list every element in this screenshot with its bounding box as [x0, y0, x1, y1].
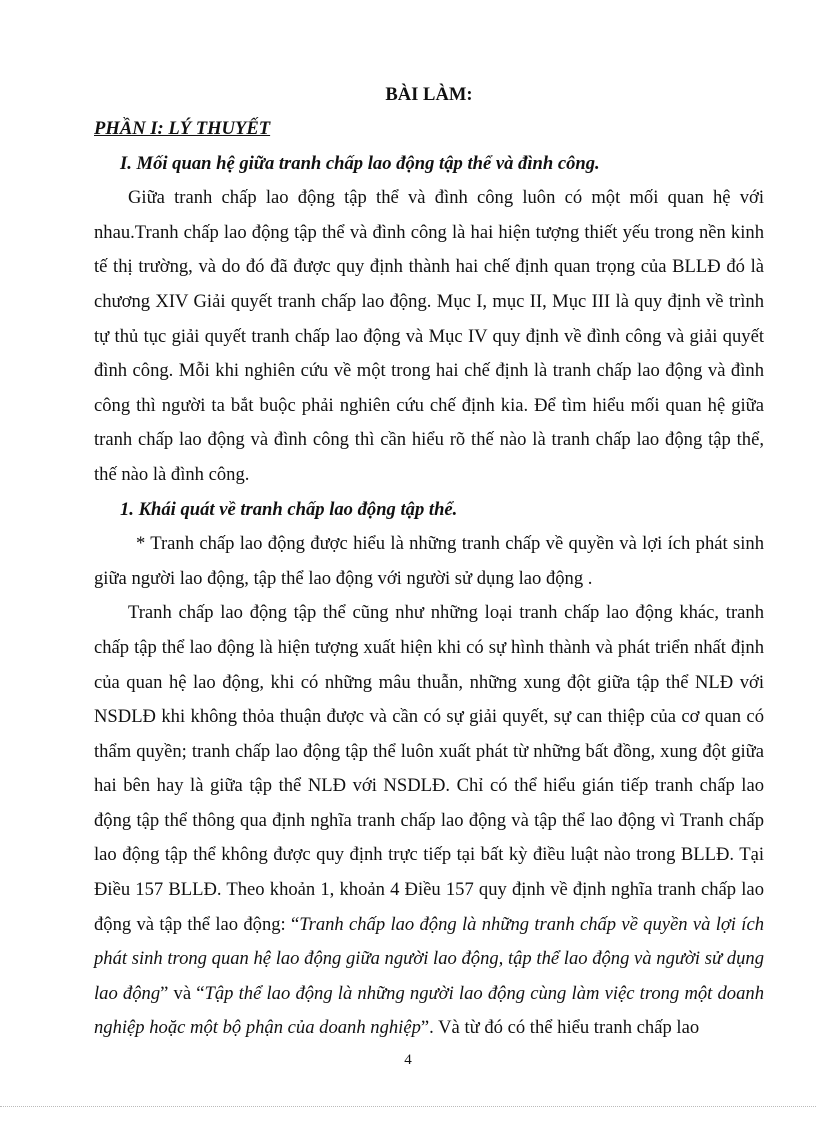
- section-heading: I. Mối quan hệ giữa tranh chấp lao động tập thể và đình công.: [120, 152, 600, 174]
- document-body: [94, 78, 764, 1046]
- quote-labor-dispute-definition: Tranh chấp lao động là những tranh chấp về quyền và lợi ích phát sinh trong quan hệ lao động giữa người lao động, tập thể lao động và người sử dụng lao động: [94, 913, 764, 1004]
- quote-labor-collective-definition: Tập thể lao động là những người lao động cùng làm việc trong một doanh nghiệp hoặc một bộ phận của doanh nghiệp: [94, 982, 764, 1039]
- paragraph-3-ending: ”. Và từ đó có thể hiểu tranh chấp lao: [420, 1017, 700, 1039]
- subsection-heading: 1. Khái quát về tranh chấp lao động tập thể.: [120, 498, 458, 520]
- paragraph-1: Giữa tranh chấp lao động tập thể và đình công luôn có một mối quan hệ với nhau.Tranh chấp lao động tập thể và đình công là hai hiện tượng thiết yếu trong nền kinh tế thị trường, và do đó đã được quy định thành hai chế định quan trọng của BLLĐ đó là chương XIV Giải quyết tranh chấp lao động. Mục I, mục II, Mục III là quy định về trình tự thủ tục giải quyết tranh chấp lao động và Mục IV quy định về đình công và giải quyết đình công. Mỗi khi nghiên cứu về một trong hai chế định là tranh chấp lao động và đình công thì người ta bắt buộc phải nghiên cứu chế định kia. Để tìm hiểu mối quan hệ giữa tranh chấp lao động và đình công thì cần hiểu rõ thế nào là tranh chấp lao động tập thể, thế nào là đình công.: [94, 187, 764, 485]
- paragraph-2: * Tranh chấp lao động được hiểu là những tranh chấp về quyền và lợi ích phát sinh giữa người lao động, tập thể lao động với người sử dụng lao động .: [94, 533, 764, 589]
- paragraph-3-text: Tranh chấp lao động tập thể cũng như những loại tranh chấp lao động khác, tranh chấp tập thể lao động là hiện tượng xuất hiện khi có sự hình thành và phát triển nhất định của quan hệ lao động, khi có những mâu thuẫn, những xung đột giữa tập thể NLĐ với NSDLĐ khi không thỏa thuận được và cần có sự giải quyết, sự can thiệp của cơ quan có thẩm quyền; tranh chấp lao động tập thể luôn xuất phát từ những bất đồng, xung đột giữa hai bên hay là giữa tập thể NLĐ với NSDLĐ. Chỉ có thể hiểu gián tiếp tranh chấp lao động tập thể thông qua định nghĩa tranh chấp lao động và tập thể lao động vì Tranh chấp lao động tập thể không được quy định trực tiếp tại bất kỳ điều luật nào trong BLLĐ. Tại Điều 157 BLLĐ. Theo khoản 1, khoản 4 Điều 157 quy định về định nghĩa tranh chấp lao động và tập thể lao động: “: [94, 602, 764, 935]
- paragraph-3: [94, 596, 764, 1046]
- document-title: BÀI LÀM:: [385, 84, 473, 105]
- quote-connector: ” và “: [160, 982, 205, 1004]
- part-heading: PHẦN I: LÝ THUYẾT: [94, 118, 271, 139]
- page-bottom-divider: [0, 1106, 816, 1107]
- page-number: 4: [404, 1052, 412, 1068]
